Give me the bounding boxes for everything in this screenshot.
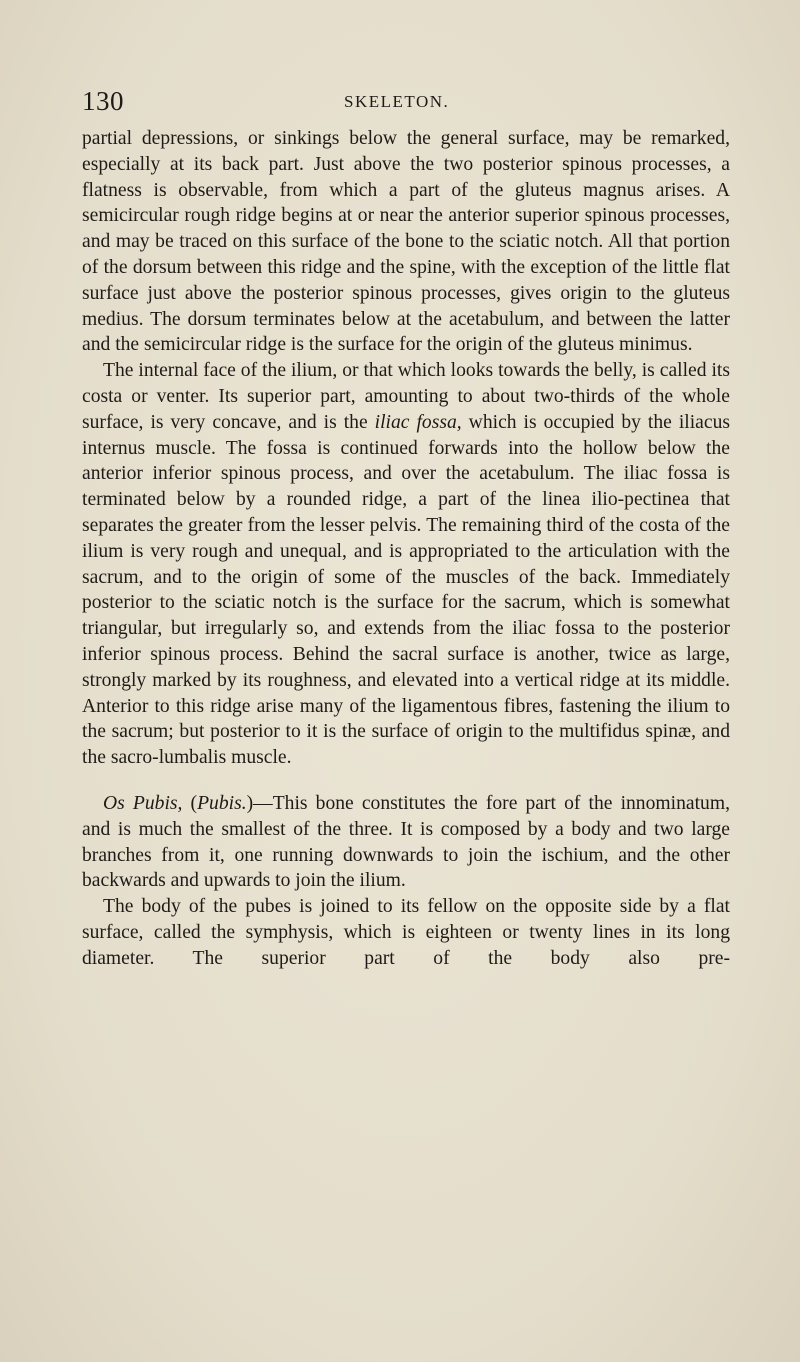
paragraph-internal-face-start: The internal face of the ilium, or that which looks towards the belly, is called its costa or venter. Its superior part, amounting to about two-thirds of the whole surface, is very concave, and is the [82, 360, 730, 433]
term-iliac-fossa: iliac fossa, [374, 411, 462, 433]
paragraph-internal-face [82, 358, 730, 771]
paragraph-os-pubis [82, 791, 730, 894]
paren-open: ( [182, 792, 198, 814]
body-text [82, 126, 730, 972]
paragraph-dorsum: partial depressions, or sinkings below the general surface, may be remarked, especially at its back part. Just above the two posterior spinous processes, a flatness is observable, from which a part of the gluteus magnus arises. A semicircular rough ridge begins at or near the anterior superior spinous processes, and may be traced on this surface of the bone to the sciatic notch. All that portion of the dorsum between this ridge and the spine, with the exception of the little flat surface just above the posterior spinous processes, gives origin to the gluteus medius. The dorsum terminates below at the acetabulum, and between the latter and the semicircular ridge is the surface for the origin of the gluteus minimus. [82, 128, 730, 356]
heading-os-pubis: Os Pubis, [103, 792, 183, 814]
paragraph-os-pubis-rest: )—This bone constitutes the fore part of the innominatum, and is much the smallest of the three. It is composed by a body and two large branches from it, one running downwards to join the ischium, and the other backwards and upwards to join the ilium. [82, 792, 730, 892]
running-head: SKELETON. [344, 92, 450, 111]
page-number: 130 [82, 86, 124, 116]
paragraph-body-of-pubes: The body of the pubes is joined to its fellow on the opposite side by a flat surface, called the symphysis, which is eighteen or twenty lines in its long diameter. The superior part of the body also pre- [82, 896, 730, 969]
term-pubis: Pubis. [197, 792, 247, 814]
page-header [82, 86, 732, 122]
paragraph-internal-face-rest: which is occupied by the iliacus internus muscle. The fossa is continued forwards into the hollow below the anterior inferior spinous process, and over the acetabulum. The iliac fossa is terminated below by a rounded ridge, a part of the linea ilio-pectinea that separates the greater from the lesser pelvis. The remaining third of the costa of the ilium is very rough and unequal, and is appropriated to the articulation with the sacrum, and to the origin of some of the muscles of the back. Immediately posterior to the sciatic notch is the surface for the sacrum, which is somewhat triangular, but irregularly so, and extends from the iliac fossa to the posterior inferior spinous process. Behind the sacral surface is another, twice as large, strongly marked by its roughness, and elevated into a vertical ridge at its middle. Anterior to this ridge arise many of the ligamentous fibres, fastening the ilium to the sacrum; but posterior to it is the surface of origin to the multifidus spinæ, and the sacro-lumbalis muscle. [82, 411, 730, 769]
